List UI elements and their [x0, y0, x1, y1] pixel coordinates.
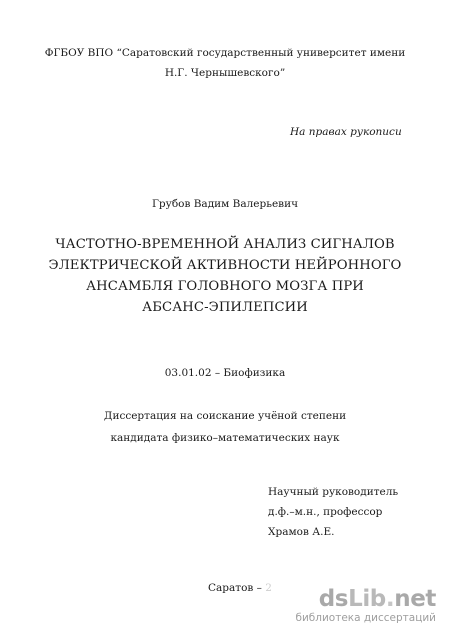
- title-line: ЭЛЕКТРИЧЕСКОЙ АКТИВНОСТИ НЕЙРОННОГО: [48, 258, 402, 273]
- advisor-role: Научный руководитель: [268, 486, 399, 498]
- city-year-faded: 2: [265, 582, 272, 594]
- logo-ds: ds: [318, 586, 349, 612]
- author-name: Грубов Вадим Валерьевич: [151, 198, 299, 210]
- university-header-line2: Н.Г. Чернышевского”: [164, 67, 286, 79]
- city-year-text: Саратов –: [208, 582, 262, 594]
- advisor-degree: д.ф.–м.н., профессор: [268, 506, 383, 518]
- title-line: ЧАСТОТНО-ВРЕМЕННОЙ АНАЛИЗ СИГНАЛОВ: [55, 237, 395, 252]
- specialty-code: 03.01.02 – Биофизика: [164, 367, 286, 379]
- advisor-name: Храмов А.Е.: [268, 526, 335, 538]
- watermark-subtitle: библиотека диссертаций: [295, 612, 436, 624]
- university-header-line1: ФГБОУ ВПО “Саратовский государственный университет имени: [44, 47, 406, 59]
- title-line: АНСАМБЛЯ ГОЛОВНОГО МОЗГА ПРИ: [86, 279, 364, 294]
- logo-dot: .: [385, 586, 395, 612]
- city-year: [208, 582, 272, 595]
- logo-lib: Lib: [348, 586, 386, 612]
- degree-line1: Диссертация на соискание учёной степени: [103, 410, 347, 422]
- manuscript-note: На правах рукописи: [290, 126, 402, 138]
- dslib-logo: [295, 588, 436, 611]
- logo-net: net: [394, 586, 436, 612]
- dslib-watermark[interactable]: [295, 588, 436, 624]
- degree-line2: кандидата физико–математических наук: [110, 432, 340, 444]
- title-line: АБСАНС-ЭПИЛЕПСИИ: [142, 300, 308, 315]
